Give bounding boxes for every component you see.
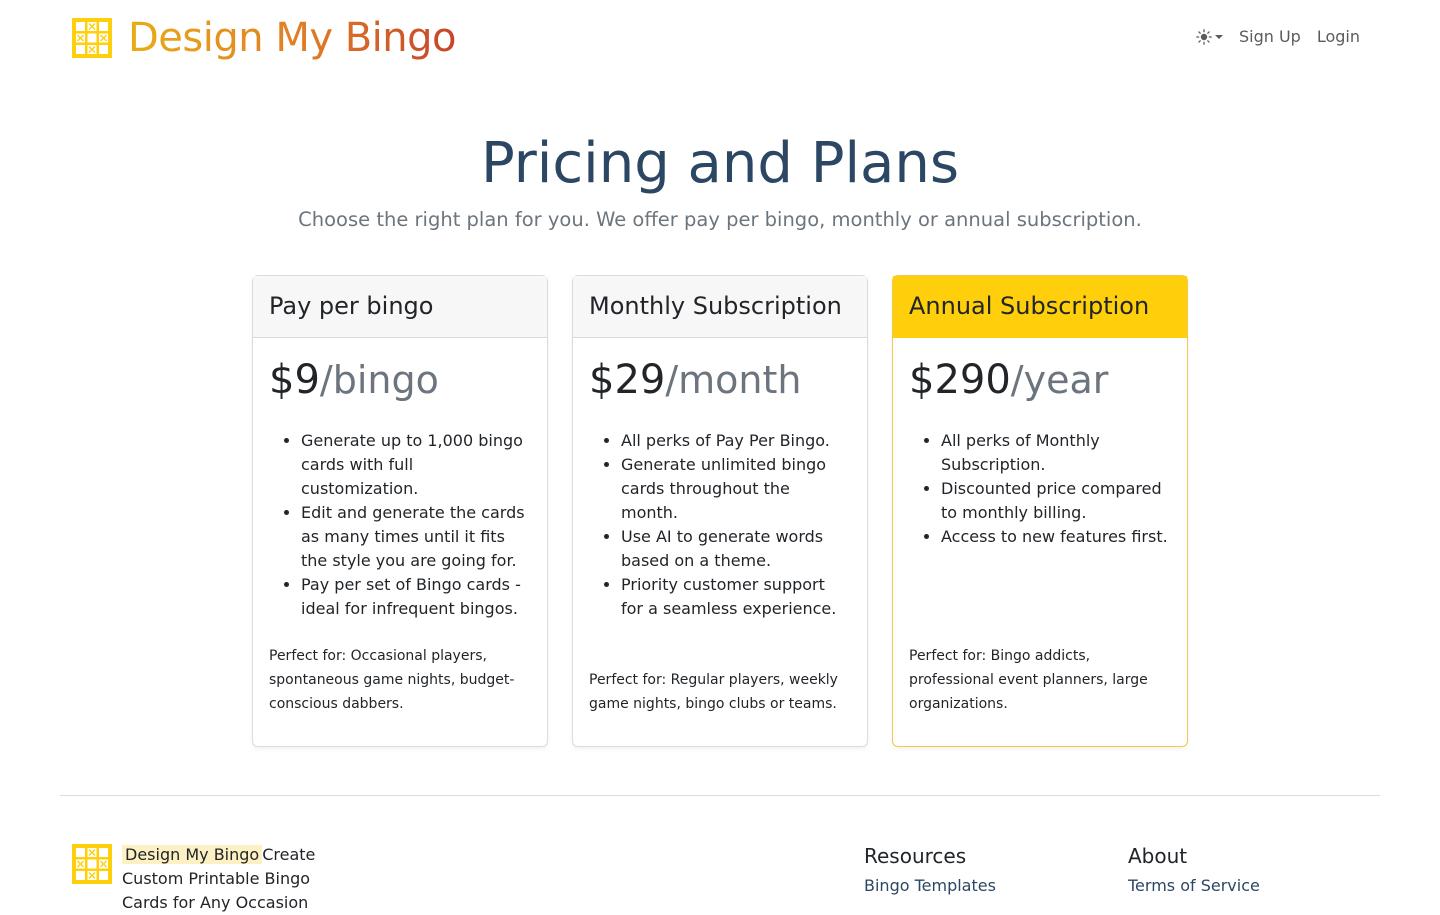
feature-item: • All perks of Pay Per Bingo.	[621, 429, 851, 453]
brand-name: Design My Bingo	[128, 15, 456, 61]
perfect-for-text: Perfect for: Occasional players, spontaneous game nights, budget-conscious dabbers.	[269, 648, 515, 712]
plan-card-monthly	[572, 275, 868, 747]
feature-item: • Priority customer support for a seamless experience.	[621, 573, 851, 621]
plan-card-header	[893, 276, 1187, 338]
feature-item: • Generate up to 1,000 bingo cards with full customization.	[301, 429, 531, 501]
footer-about	[1128, 842, 1260, 898]
bingo-logo-icon	[72, 18, 112, 58]
feature-list	[589, 429, 851, 621]
login-link[interactable]: Login	[1316, 27, 1360, 46]
plan-name: Pay per bingo	[269, 292, 434, 320]
feature-list	[909, 429, 1171, 549]
page-title: Pricing and Plans	[480, 131, 960, 196]
plan-card-body	[253, 338, 547, 746]
plan-card-body	[893, 338, 1187, 746]
chevron-down-icon	[1215, 35, 1223, 39]
plan-card-header	[573, 276, 867, 338]
feature-item: • Use AI to generate words based on a theme.	[621, 525, 851, 573]
bingo-templates-link[interactable]: Bingo Templates	[864, 876, 996, 895]
bingo-logo-icon	[72, 844, 112, 884]
footer-tagline: Create Custom Printable Bingo Cards for Any Occasion	[122, 845, 316, 912]
perfect-for-text: Perfect for: Regular players, weekly game nights, bingo clubs or teams.	[589, 672, 838, 712]
plan-card-body	[573, 338, 867, 746]
price-period: /month	[665, 358, 802, 402]
footer-brand-name: Design My Bingo	[122, 845, 262, 864]
page-subtitle: Choose the right plan for you. We offer pay per bingo, monthly or annual subscription.	[298, 208, 1142, 231]
price-period: /year	[1010, 358, 1109, 402]
plan-name: Monthly Subscription	[589, 292, 842, 320]
footer-brand	[122, 843, 322, 915]
footer-divider	[60, 795, 1380, 796]
feature-item: • All perks of Monthly Subscription.	[941, 429, 1171, 477]
footer-resources	[864, 842, 996, 898]
feature-item: • Edit and generate the cards as many times until it fits the style you are going for.	[301, 501, 531, 573]
theme-toggle-button[interactable]	[1196, 29, 1223, 45]
signup-link[interactable]: Sign Up	[1238, 27, 1301, 46]
top-nav	[1196, 25, 1360, 49]
terms-of-service-link[interactable]: Terms of Service	[1128, 876, 1260, 895]
plan-price	[269, 354, 531, 406]
plan-name: Annual Subscription	[909, 292, 1150, 320]
plan-price	[589, 354, 851, 406]
plan-card-pay-per-bingo	[252, 275, 548, 747]
price-amount: $290	[909, 357, 1011, 403]
perfect-for-text: Perfect for: Bingo addicts, professional event planners, large organizations.	[909, 648, 1148, 712]
plan-card-header	[253, 276, 547, 338]
footer-heading: About	[1128, 844, 1188, 868]
footer-heading: Resources	[864, 844, 967, 868]
price-amount: $9	[269, 357, 320, 403]
price-period: /bingo	[319, 358, 439, 402]
brand-link[interactable]	[72, 14, 456, 62]
feature-item: • Pay per set of Bingo cards - ideal for infrequent bingos.	[301, 573, 531, 621]
plan-price	[909, 354, 1171, 406]
price-amount: $29	[589, 357, 666, 403]
feature-list	[269, 429, 531, 621]
plan-card-annual	[892, 275, 1188, 747]
feature-item: • Access to new features first.	[941, 525, 1171, 549]
feature-item: • Generate unlimited bingo cards throughout the month.	[621, 453, 851, 525]
feature-item: • Discounted price compared to monthly billing.	[941, 477, 1171, 525]
site-header	[0, 0, 1440, 76]
sun-icon	[1196, 29, 1212, 45]
